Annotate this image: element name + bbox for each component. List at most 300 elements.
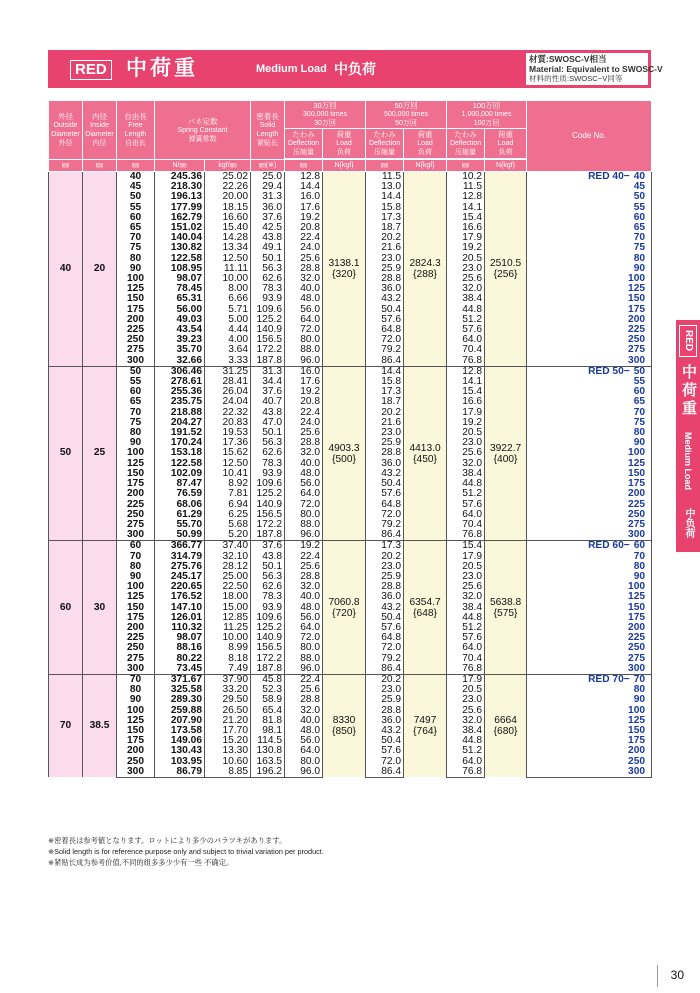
inside-diameter: 30 bbox=[83, 541, 117, 675]
spring-constant-kgf: 32.10 bbox=[205, 552, 251, 562]
code-no: 80 bbox=[527, 428, 652, 438]
deflection-500k: 64.8 bbox=[366, 500, 404, 510]
deflection-1m: 38.4 bbox=[447, 294, 485, 304]
code-no: 65 bbox=[527, 223, 652, 233]
deflection-1m: 15.4 bbox=[447, 213, 485, 223]
spring-constant-kgf: 5.71 bbox=[205, 305, 251, 315]
material-zh: 材料的性质:SWOSC−V同等 bbox=[529, 74, 623, 83]
deflection-300k: 22.4 bbox=[285, 408, 323, 418]
deflection-300k: 20.8 bbox=[285, 397, 323, 407]
code-no: 175 bbox=[527, 736, 652, 746]
deflection-300k: 19.2 bbox=[285, 213, 323, 223]
solid-length: 125.2 bbox=[251, 623, 285, 633]
spring-constant-n: 176.52 bbox=[155, 592, 205, 602]
code-no: 125 bbox=[527, 459, 652, 469]
deflection-500k: 20.2 bbox=[366, 233, 404, 243]
solid-length: 31.3 bbox=[251, 192, 285, 202]
code-no: 175 bbox=[527, 479, 652, 489]
deflection-300k: 48.0 bbox=[285, 294, 323, 304]
deflection-300k: 80.0 bbox=[285, 510, 323, 520]
free-length: 90 bbox=[117, 695, 155, 705]
spring-constant-n: 32.66 bbox=[155, 356, 205, 367]
free-length: 250 bbox=[117, 335, 155, 345]
solid-length: 52.3 bbox=[251, 685, 285, 695]
deflection-1m: 11.5 bbox=[447, 182, 485, 192]
spring-constant-n: 55.70 bbox=[155, 520, 205, 530]
solid-length: 43.8 bbox=[251, 552, 285, 562]
load-500k-kgf: {450} bbox=[413, 453, 437, 465]
col-free-length: 自由長 Free Length 自由长 bbox=[117, 101, 155, 160]
load-1m bbox=[485, 541, 527, 675]
code-no: 150 bbox=[527, 603, 652, 613]
deflection-1m: 51.2 bbox=[447, 315, 485, 325]
spring-constant-n: 49.03 bbox=[155, 315, 205, 325]
table-body bbox=[49, 172, 652, 778]
code-no: 150 bbox=[527, 294, 652, 304]
deflection-500k: 21.6 bbox=[366, 418, 404, 428]
deflection-500k: 20.2 bbox=[366, 408, 404, 418]
spring-constant-kgf: 31.25 bbox=[205, 366, 251, 377]
deflection-300k: 24.0 bbox=[285, 243, 323, 253]
spring-constant-n: 130.82 bbox=[155, 243, 205, 253]
free-length: 80 bbox=[117, 562, 155, 572]
deflection-500k: 20.2 bbox=[366, 674, 404, 685]
deflection-300k: 40.0 bbox=[285, 716, 323, 726]
load-500k bbox=[404, 674, 447, 777]
deflection-500k: 43.2 bbox=[366, 294, 404, 304]
col-group-300k: 30万回 300,000 times 30万回 bbox=[285, 101, 366, 129]
spring-constant-kgf: 5.20 bbox=[205, 530, 251, 541]
code-no: 70 bbox=[527, 408, 652, 418]
deflection-500k: 43.2 bbox=[366, 726, 404, 736]
spring-constant-kgf: 3.64 bbox=[205, 345, 251, 355]
code-suffix: 40 bbox=[633, 171, 646, 182]
deflection-300k: 22.4 bbox=[285, 552, 323, 562]
spring-constant-kgf: 26.50 bbox=[205, 706, 251, 716]
code-no: 100 bbox=[527, 274, 652, 284]
spring-constant-n: 65.31 bbox=[155, 294, 205, 304]
spring-constant-kgf: 20.83 bbox=[205, 418, 251, 428]
spring-constant-kgf: 4.44 bbox=[205, 325, 251, 335]
solid-length: 93.9 bbox=[251, 294, 285, 304]
load-500k-n: 4413.0 bbox=[409, 442, 441, 454]
deflection-500k: 36.0 bbox=[366, 284, 404, 294]
code-no: 45 bbox=[527, 182, 652, 192]
deflection-500k: 14.4 bbox=[366, 192, 404, 202]
code-no: 50 bbox=[527, 192, 652, 202]
deflection-1m: 15.4 bbox=[447, 541, 485, 552]
col-group-1m: 100万回 1,000,000 times 100万回 bbox=[447, 101, 527, 129]
code-no: 225 bbox=[527, 500, 652, 510]
code-suffix: 60 bbox=[633, 540, 646, 552]
deflection-1m: 64.0 bbox=[447, 757, 485, 767]
unit-id: ㎜ bbox=[83, 160, 117, 172]
deflection-1m: 10.2 bbox=[447, 172, 485, 183]
inside-diameter: 38.5 bbox=[83, 674, 117, 777]
spring-constant-n: 218.30 bbox=[155, 182, 205, 192]
free-length: 300 bbox=[117, 530, 155, 541]
spring-constant-kgf: 22.50 bbox=[205, 582, 251, 592]
deflection-300k: 32.0 bbox=[285, 582, 323, 592]
deflection-1m: 57.6 bbox=[447, 500, 485, 510]
deflection-500k: 23.0 bbox=[366, 254, 404, 264]
load-1m bbox=[485, 172, 527, 367]
spring-constant-kgf: 6.25 bbox=[205, 510, 251, 520]
spring-constant-kgf: 22.32 bbox=[205, 408, 251, 418]
free-length: 50 bbox=[117, 192, 155, 202]
free-length: 45 bbox=[117, 182, 155, 192]
code-no: 250 bbox=[527, 643, 652, 653]
load-1m-kgf: {400} bbox=[493, 453, 518, 465]
free-length: 275 bbox=[117, 520, 155, 530]
spring-constant-n: 147.10 bbox=[155, 603, 205, 613]
spring-constant-kgf: 18.00 bbox=[205, 592, 251, 602]
spring-constant-kgf: 7.49 bbox=[205, 664, 251, 675]
solid-length: 36.0 bbox=[251, 203, 285, 213]
solid-length: 156.5 bbox=[251, 643, 285, 653]
deflection-500k: 15.8 bbox=[366, 377, 404, 387]
load-300k bbox=[323, 366, 366, 540]
code-no: 70 bbox=[527, 552, 652, 562]
solid-length: 93.9 bbox=[251, 603, 285, 613]
solid-length: 25.0 bbox=[251, 172, 285, 183]
solid-length: 78.3 bbox=[251, 592, 285, 602]
deflection-1m: 44.8 bbox=[447, 613, 485, 623]
spring-constant-n: 366.77 bbox=[155, 541, 205, 552]
free-length: 200 bbox=[117, 489, 155, 499]
deflection-1m: 25.6 bbox=[447, 706, 485, 716]
solid-length: 62.6 bbox=[251, 582, 285, 592]
inside-diameter: 25 bbox=[83, 366, 117, 540]
deflection-300k: 56.0 bbox=[285, 613, 323, 623]
free-length: 300 bbox=[117, 664, 155, 675]
col-group-500k: 50万回 500,000 times 50万回 bbox=[366, 101, 447, 129]
spring-constant-n: 196.13 bbox=[155, 192, 205, 202]
code-no: 100 bbox=[527, 582, 652, 592]
spring-constant-kgf: 18.15 bbox=[205, 203, 251, 213]
free-length: 175 bbox=[117, 479, 155, 489]
load-300k-kgf: {850} bbox=[332, 726, 356, 738]
deflection-500k: 79.2 bbox=[366, 520, 404, 530]
deflection-1m: 16.6 bbox=[447, 223, 485, 233]
deflection-300k: 32.0 bbox=[285, 706, 323, 716]
spring-constant-n: 61.29 bbox=[155, 510, 205, 520]
spring-constant-kgf: 8.99 bbox=[205, 643, 251, 653]
solid-length: 81.8 bbox=[251, 716, 285, 726]
deflection-300k: 48.0 bbox=[285, 726, 323, 736]
code-no: 55 bbox=[527, 377, 652, 387]
free-length: 125 bbox=[117, 592, 155, 602]
spring-constant-n: 289.30 bbox=[155, 695, 205, 705]
code-no: 225 bbox=[527, 325, 652, 335]
deflection-1m: 19.2 bbox=[447, 418, 485, 428]
spring-constant-kgf: 20.00 bbox=[205, 192, 251, 202]
deflection-1m: 23.0 bbox=[447, 438, 485, 448]
spring-constant-n: 108.95 bbox=[155, 264, 205, 274]
solid-length: 56.3 bbox=[251, 264, 285, 274]
deflection-500k: 28.8 bbox=[366, 448, 404, 458]
spring-constant-n: 35.70 bbox=[155, 345, 205, 355]
deflection-300k: 19.2 bbox=[285, 387, 323, 397]
code-no: 100 bbox=[527, 706, 652, 716]
col-defl-3: たわみ Deflection 压缩量 bbox=[447, 129, 485, 159]
spring-constant-n: 245.17 bbox=[155, 572, 205, 582]
deflection-300k: 80.0 bbox=[285, 757, 323, 767]
inside-diameter: 20 bbox=[83, 172, 117, 367]
code-no: 300 bbox=[527, 530, 652, 541]
deflection-500k: 57.6 bbox=[366, 489, 404, 499]
code-no bbox=[527, 172, 652, 183]
load-500k-kgf: {764} bbox=[413, 726, 437, 738]
spec-table bbox=[48, 100, 652, 778]
free-length: 250 bbox=[117, 643, 155, 653]
code-no: 75 bbox=[527, 418, 652, 428]
spring-constant-n: 140.04 bbox=[155, 233, 205, 243]
unit-od: ㎜ bbox=[49, 160, 83, 172]
code-prefix: RED 70− bbox=[588, 673, 630, 685]
deflection-500k: 20.2 bbox=[366, 552, 404, 562]
spring-constant-kgf: 12.85 bbox=[205, 613, 251, 623]
solid-length: 42.5 bbox=[251, 223, 285, 233]
deflection-300k: 88.0 bbox=[285, 345, 323, 355]
spring-constant-kgf: 28.12 bbox=[205, 562, 251, 572]
code-no: 200 bbox=[527, 489, 652, 499]
solid-length: 49.1 bbox=[251, 243, 285, 253]
table-row bbox=[49, 541, 652, 552]
free-length: 100 bbox=[117, 706, 155, 716]
spring-constant-n: 126.01 bbox=[155, 613, 205, 623]
load-300k bbox=[323, 172, 366, 367]
free-length: 70 bbox=[117, 408, 155, 418]
free-length: 90 bbox=[117, 572, 155, 582]
code-no: 90 bbox=[527, 572, 652, 582]
free-length: 100 bbox=[117, 582, 155, 592]
solid-length: 172.2 bbox=[251, 520, 285, 530]
solid-length: 37.6 bbox=[251, 541, 285, 552]
solid-length: 50.1 bbox=[251, 562, 285, 572]
free-length: 275 bbox=[117, 345, 155, 355]
code-no: 250 bbox=[527, 510, 652, 520]
code-no: 200 bbox=[527, 623, 652, 633]
outside-diameter: 40 bbox=[49, 172, 83, 367]
deflection-1m: 23.0 bbox=[447, 695, 485, 705]
free-length: 75 bbox=[117, 243, 155, 253]
solid-length: 50.1 bbox=[251, 428, 285, 438]
deflection-300k: 64.0 bbox=[285, 746, 323, 756]
load-300k-n: 4903.3 bbox=[328, 442, 360, 454]
deflection-1m: 23.0 bbox=[447, 264, 485, 274]
free-length: 250 bbox=[117, 510, 155, 520]
spring-constant-kgf: 11.11 bbox=[205, 264, 251, 274]
free-length: 55 bbox=[117, 203, 155, 213]
spring-constant-n: 39.23 bbox=[155, 335, 205, 345]
deflection-500k: 17.3 bbox=[366, 387, 404, 397]
solid-length: 196.2 bbox=[251, 767, 285, 778]
free-length: 60 bbox=[117, 541, 155, 552]
spring-constant-kgf: 26.04 bbox=[205, 387, 251, 397]
side-tab-jp: 中荷重 bbox=[680, 364, 697, 418]
side-tab-zh: 中负荷 bbox=[683, 508, 694, 538]
solid-length: 109.6 bbox=[251, 479, 285, 489]
spring-constant-kgf: 19.53 bbox=[205, 428, 251, 438]
free-length: 225 bbox=[117, 633, 155, 643]
spring-constant-kgf: 33.20 bbox=[205, 685, 251, 695]
deflection-500k: 25.9 bbox=[366, 572, 404, 582]
unit-load-1: N{kgf} bbox=[323, 160, 366, 172]
deflection-500k: 36.0 bbox=[366, 716, 404, 726]
deflection-1m: 20.5 bbox=[447, 428, 485, 438]
code-no: 300 bbox=[527, 356, 652, 367]
outside-diameter: 70 bbox=[49, 674, 83, 777]
free-length: 50 bbox=[117, 366, 155, 377]
deflection-500k: 23.0 bbox=[366, 428, 404, 438]
deflection-500k: 72.0 bbox=[366, 335, 404, 345]
deflection-1m: 14.1 bbox=[447, 377, 485, 387]
deflection-1m: 76.8 bbox=[447, 767, 485, 778]
spring-constant-n: 80.22 bbox=[155, 654, 205, 664]
free-length: 55 bbox=[117, 377, 155, 387]
spring-constant-n: 78.45 bbox=[155, 284, 205, 294]
free-length: 40 bbox=[117, 172, 155, 183]
spring-constant-n: 43.54 bbox=[155, 325, 205, 335]
solid-length: 130.8 bbox=[251, 746, 285, 756]
deflection-1m: 23.0 bbox=[447, 572, 485, 582]
deflection-300k: 12.8 bbox=[285, 172, 323, 183]
spring-constant-n: 162.79 bbox=[155, 213, 205, 223]
deflection-500k: 79.2 bbox=[366, 345, 404, 355]
spring-constant-kgf: 15.62 bbox=[205, 448, 251, 458]
load-1m bbox=[485, 674, 527, 777]
spring-constant-n: 220.65 bbox=[155, 582, 205, 592]
free-length: 70 bbox=[117, 552, 155, 562]
deflection-1m: 16.6 bbox=[447, 397, 485, 407]
code-no: 275 bbox=[527, 654, 652, 664]
spring-constant-kgf: 21.20 bbox=[205, 716, 251, 726]
free-length: 100 bbox=[117, 448, 155, 458]
spring-constant-n: 103.95 bbox=[155, 757, 205, 767]
spring-constant-n: 235.75 bbox=[155, 397, 205, 407]
code-no bbox=[527, 674, 652, 685]
code-no: 275 bbox=[527, 520, 652, 530]
load-300k-kgf: {720} bbox=[332, 607, 356, 619]
col-load-2: 荷重 Load 负荷 bbox=[404, 129, 447, 159]
deflection-300k: 28.8 bbox=[285, 264, 323, 274]
unit-defl-2: ㎜ bbox=[366, 160, 404, 172]
deflection-500k: 72.0 bbox=[366, 510, 404, 520]
deflection-500k: 14.4 bbox=[366, 366, 404, 377]
deflection-500k: 50.4 bbox=[366, 736, 404, 746]
spring-constant-kgf: 12.50 bbox=[205, 254, 251, 264]
code-no bbox=[527, 366, 652, 377]
load-500k-n: 6354.7 bbox=[409, 596, 441, 608]
spring-constant-kgf: 17.70 bbox=[205, 726, 251, 736]
col-spring-constant: バネ定数 Spring Constant 弹簧常数 bbox=[155, 101, 251, 160]
deflection-300k: 72.0 bbox=[285, 500, 323, 510]
deflection-300k: 24.0 bbox=[285, 418, 323, 428]
spring-constant-n: 245.36 bbox=[155, 172, 205, 183]
deflection-1m: 15.4 bbox=[447, 387, 485, 397]
spring-constant-n: 88.16 bbox=[155, 643, 205, 653]
deflection-500k: 72.0 bbox=[366, 643, 404, 653]
load-500k bbox=[404, 172, 447, 367]
solid-length: 163.5 bbox=[251, 757, 285, 767]
spring-constant-n: 153.18 bbox=[155, 448, 205, 458]
spring-constant-kgf: 37.40 bbox=[205, 541, 251, 552]
deflection-500k: 43.2 bbox=[366, 603, 404, 613]
deflection-300k: 64.0 bbox=[285, 489, 323, 499]
spring-constant-kgf: 10.00 bbox=[205, 274, 251, 284]
spring-constant-kgf: 10.41 bbox=[205, 469, 251, 479]
spring-constant-kgf: 15.00 bbox=[205, 603, 251, 613]
deflection-1m: 64.0 bbox=[447, 510, 485, 520]
spring-constant-kgf: 16.60 bbox=[205, 213, 251, 223]
code-no: 100 bbox=[527, 448, 652, 458]
material-jp: 材質:SWOSC-V相当 bbox=[529, 54, 607, 64]
code-no: 200 bbox=[527, 746, 652, 756]
solid-length: 78.3 bbox=[251, 284, 285, 294]
title-en: Medium Load bbox=[256, 63, 327, 75]
solid-length: 172.2 bbox=[251, 654, 285, 664]
deflection-300k: 56.0 bbox=[285, 305, 323, 315]
load-500k bbox=[404, 366, 447, 540]
note-zh: ※紧贴长成为参考价值,不同的组多多少少有一些 不确定。 bbox=[48, 858, 234, 867]
free-length: 70 bbox=[117, 233, 155, 243]
spring-constant-n: 73.45 bbox=[155, 664, 205, 675]
deflection-1m: 20.5 bbox=[447, 685, 485, 695]
spring-constant-kgf: 10.00 bbox=[205, 633, 251, 643]
deflection-300k: 96.0 bbox=[285, 530, 323, 541]
deflection-1m: 44.8 bbox=[447, 736, 485, 746]
spring-constant-kgf: 5.00 bbox=[205, 315, 251, 325]
deflection-1m: 25.6 bbox=[447, 582, 485, 592]
code-prefix: RED 60− bbox=[588, 540, 630, 552]
code-no: 80 bbox=[527, 685, 652, 695]
deflection-500k: 64.8 bbox=[366, 325, 404, 335]
unit-spring-n: N/㎜ bbox=[155, 160, 205, 172]
deflection-300k: 28.8 bbox=[285, 572, 323, 582]
free-length: 200 bbox=[117, 315, 155, 325]
free-length: 150 bbox=[117, 469, 155, 479]
col-load-3: 荷重 Load 负荷 bbox=[485, 129, 527, 159]
col-defl-1: たわみ Deflection 压缩量 bbox=[285, 129, 323, 159]
deflection-500k: 50.4 bbox=[366, 305, 404, 315]
deflection-500k: 18.7 bbox=[366, 223, 404, 233]
code-no: 300 bbox=[527, 664, 652, 675]
deflection-500k: 23.0 bbox=[366, 685, 404, 695]
spring-constant-kgf: 24.04 bbox=[205, 397, 251, 407]
table-header bbox=[49, 101, 652, 172]
deflection-300k: 32.0 bbox=[285, 274, 323, 284]
spring-constant-kgf: 7.81 bbox=[205, 489, 251, 499]
code-no: 60 bbox=[527, 387, 652, 397]
load-500k-n: 2824.3 bbox=[409, 257, 441, 269]
unit-load-3: N{kgf} bbox=[485, 160, 527, 172]
deflection-1m: 64.0 bbox=[447, 335, 485, 345]
load-1m-n: 2510.5 bbox=[489, 257, 522, 269]
solid-length: 62.6 bbox=[251, 448, 285, 458]
side-tab-code: RED bbox=[679, 325, 697, 357]
side-tab bbox=[676, 320, 700, 552]
spring-constant-n: 170.24 bbox=[155, 438, 205, 448]
unit-solid: ㎜(※) bbox=[251, 160, 285, 172]
spring-constant-kgf: 13.34 bbox=[205, 243, 251, 253]
spring-constant-n: 371.67 bbox=[155, 674, 205, 685]
deflection-300k: 48.0 bbox=[285, 603, 323, 613]
header-band bbox=[48, 50, 663, 88]
spring-constant-n: 122.58 bbox=[155, 254, 205, 264]
spring-constant-kgf: 17.36 bbox=[205, 438, 251, 448]
deflection-1m: 51.2 bbox=[447, 623, 485, 633]
